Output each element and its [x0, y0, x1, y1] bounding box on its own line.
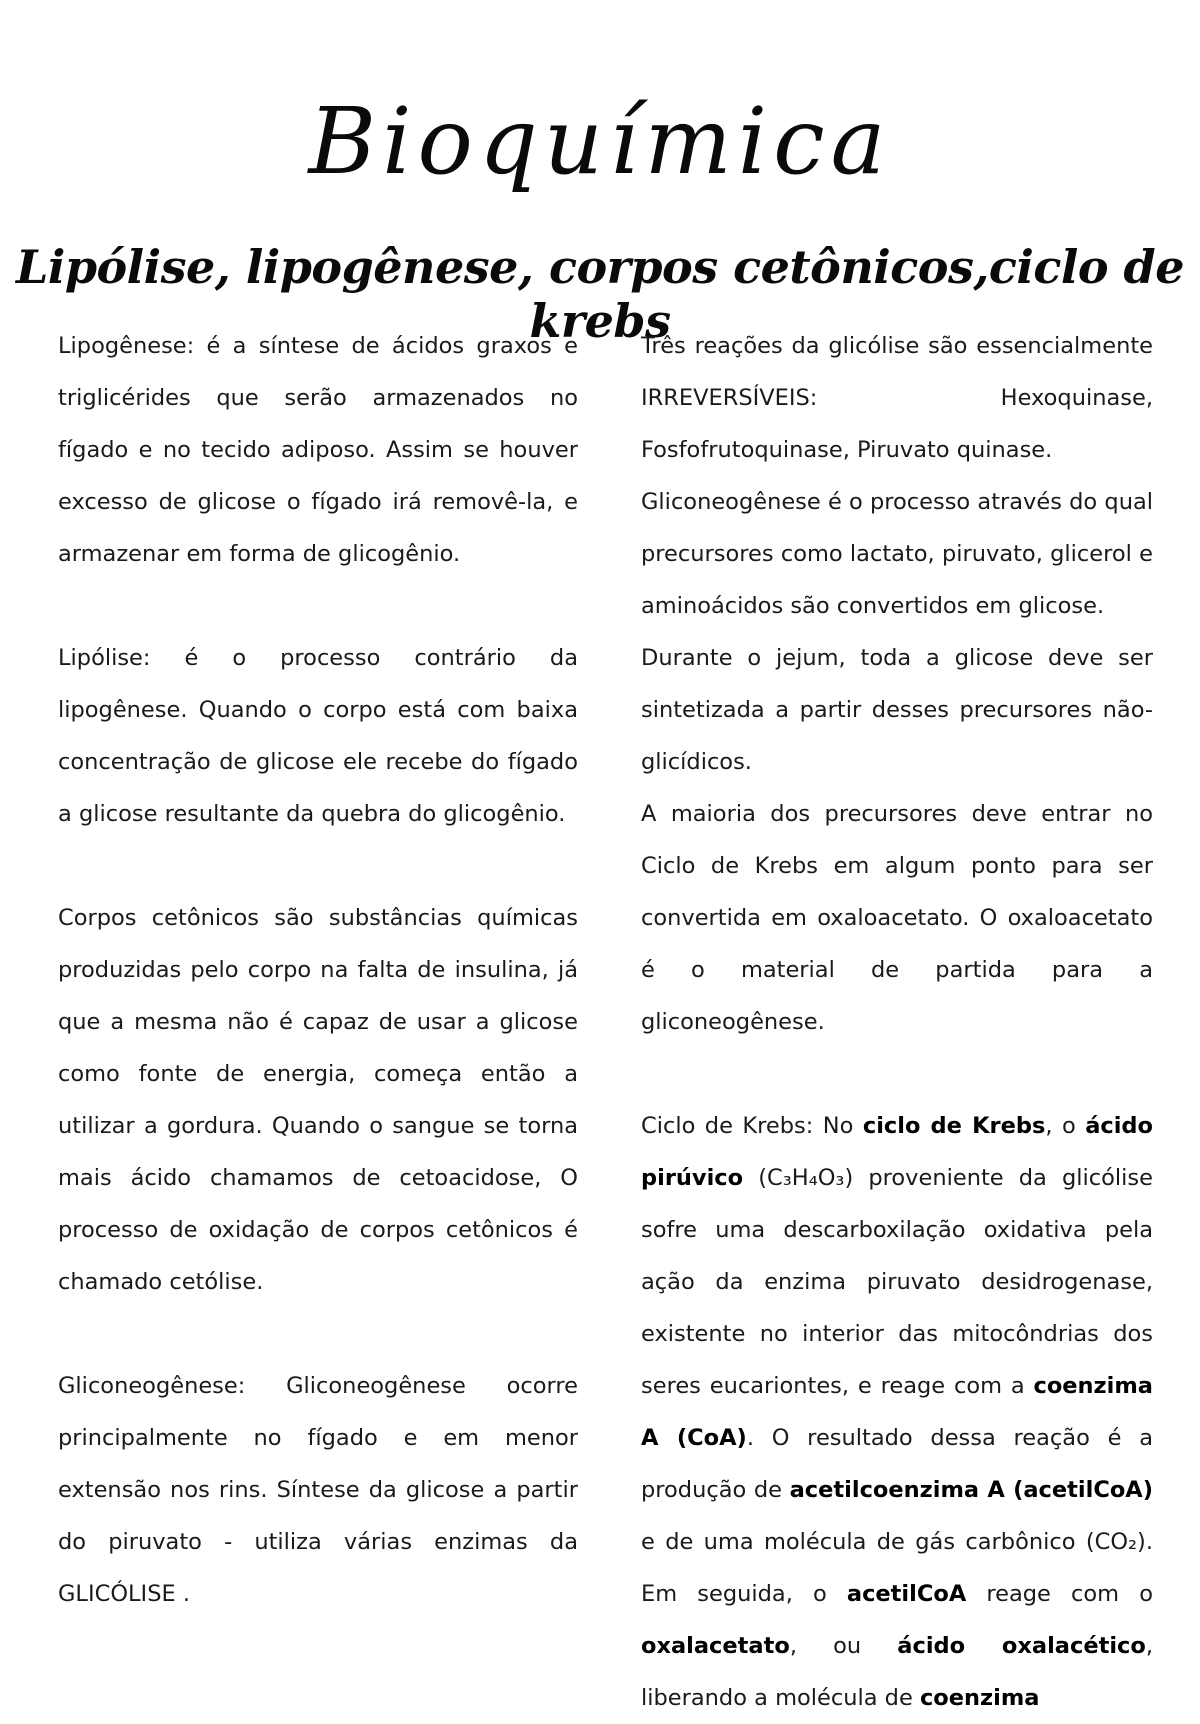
reacoes-irreversiveis-paragraph: Três reações da glicólise são essencialmente IRREVERSÍVEIS: Hexoquinase, Fosfofrutoquinase, Piruvato quinase. — [641, 333, 1153, 463]
bold-term: ácido pirúvico — [641, 1113, 1153, 1191]
jejum-paragraph: Durante o jejum, toda a glicose deve ser sintetizada a partir desses precursores não-glicídicos. — [641, 645, 1153, 775]
left-column — [58, 320, 578, 1620]
lipolise-paragraph: Lipólise: é o processo contrário da lipogênese. Quando o corpo está com baixa concentração de glicose ele recebe do fígado a glicose resultante da quebra do glicogênio. — [58, 645, 578, 827]
bold-term: coenzima — [919, 1685, 1040, 1711]
ciclo-de-krebs-paragraph: Ciclo de Krebs: No ciclo de Krebs, o ácido pirúvico (C₃H₄O₃) proveniente da glicólise sofre uma descarboxilação oxidativa pela ação da enzima piruvato desidrogenase, existente no interior das mitocôndrias dos seres eucariontes, e reage com a coenzima A (CoA). O resultado dessa reação é a produção de acetilcoenzima A (acetilCoA) e de uma molécula de gás carbônico (CO₂). Em seguida, o acetilCoA reage com o oxalacetato, ou ácido oxalacético, liberando a molécula de coenzima — [641, 1113, 1153, 1711]
lipogenese-paragraph: Lipogênese: é a síntese de ácidos graxos e triglicérides que serão armazenados no fígado e no tecido adiposo. Assim se houver excesso de glicose o fígado irá removê-la, e armazenar em forma de glicogênio. — [58, 333, 578, 567]
right-column — [641, 320, 1153, 1724]
bold-term: acetilcoenzima A (acetilCoA) — [789, 1477, 1153, 1503]
gliconeogenese-paragraph: Gliconeogênese: Gliconeogênese ocorre principalmente no fígado e em menor extensão nos rins. Síntese da glicose a partir do piruvato - utiliza várias enzimas da GLICÓLISE . — [58, 1373, 578, 1607]
precursores-paragraph: A maioria dos precursores deve entrar no Ciclo de Krebs em algum ponto para ser convertida em oxaloacetato. O oxaloacetato é o material de partida para a gliconeogênese. — [641, 801, 1153, 1035]
gliconeogenese-definition-paragraph: Gliconeogênese é o processo através do qual precursores como lactato, piruvato, glicerol e aminoácidos são convertidos em glicose. — [641, 489, 1153, 619]
page-subtitle: Lipólise, lipogênese, corpos cetônicos,ciclo de krebs — [16, 240, 1184, 348]
bold-term: ácido oxalacético — [897, 1633, 1146, 1659]
bold-term: ciclo de Krebs — [862, 1113, 1046, 1139]
corpos-cetonicos-paragraph: Corpos cetônicos são substâncias químicas produzidas pelo corpo na falta de insulina, já que a mesma não é capaz de usar a glicose como fonte de energia, começa então a utilizar a gordura. Quando o sangue se torna mais ácido chamamos de cetoacidose, O processo de oxidação de corpos cetônicos é chamado cetólise. — [58, 905, 578, 1295]
bold-term: coenzima A (CoA) — [641, 1373, 1153, 1451]
page-title: Bioquímica — [308, 88, 892, 195]
bold-term: oxalacetato — [641, 1633, 790, 1659]
bold-term: acetilCoA — [846, 1581, 967, 1607]
